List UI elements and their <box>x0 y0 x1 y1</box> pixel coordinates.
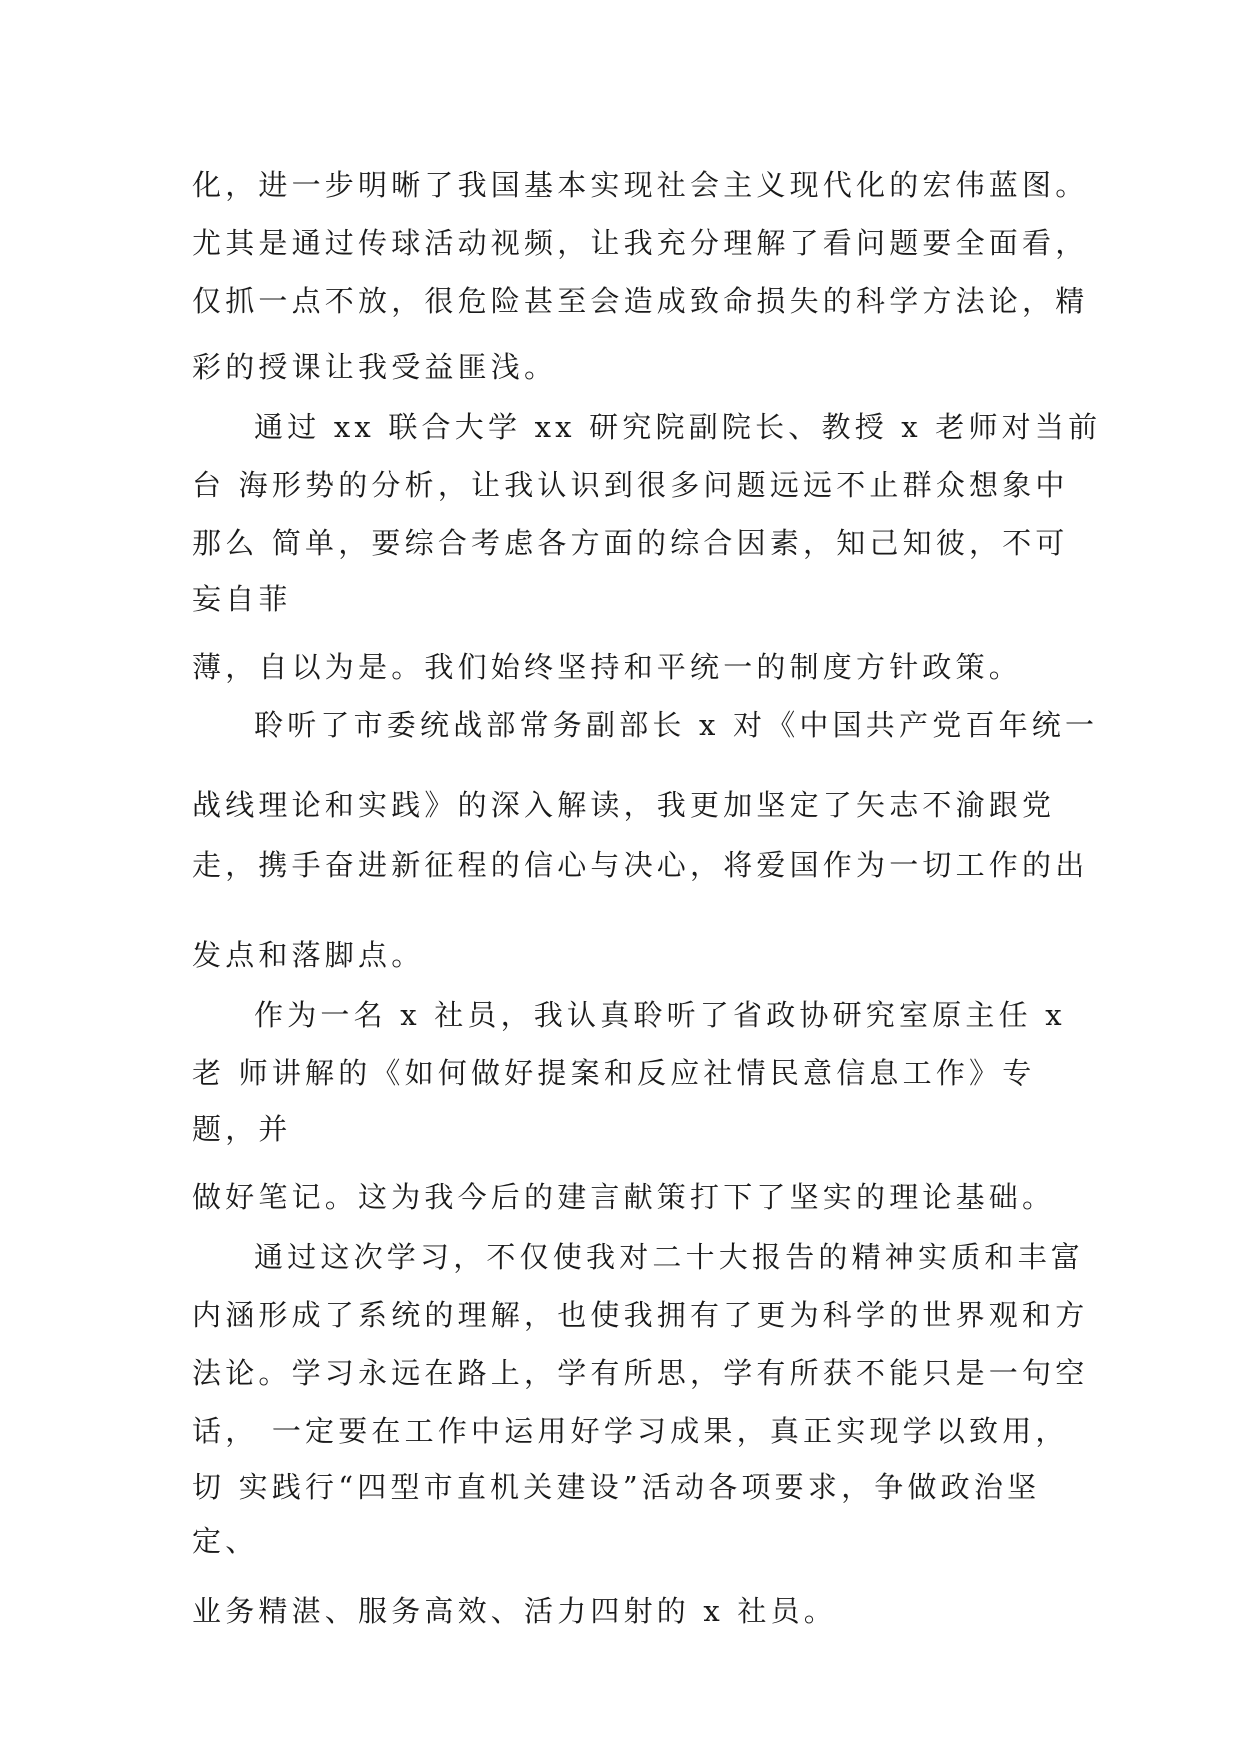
text-line: 妄自菲 <box>192 582 292 616</box>
text-line: 做好笔记。这为我今后的建言献策打下了坚实的理论基础。 <box>192 1180 1056 1214</box>
paragraph-start-line: 作为一名 x 社员，我认真聆听了省政协研究室原主任 x <box>254 998 1066 1032</box>
text-line: 尤其是通过传球活动视频，让我充分理解了看问题要全面看， <box>192 226 1089 260</box>
text-line: 题，并 <box>192 1112 292 1146</box>
text-line: 法论。学习永远在路上，学有所思，学有所获不能只是一句空 <box>192 1356 1089 1390</box>
text-line: 老 师讲解的《如何做好提案和反应社情民意信息工作》专 <box>192 1056 1036 1090</box>
text-line: 薄，自以为是。我们始终坚持和平统一的制度方针政策。 <box>192 650 1023 684</box>
paragraph-start-line: 通过 xx 联合大学 xx 研究院副院长、教授 x 老师对当前 <box>254 410 1102 444</box>
text-line: 内涵形成了系统的理解，也使我拥有了更为科学的世界观和方 <box>192 1298 1089 1332</box>
text-line: 发点和落脚点。 <box>192 938 425 972</box>
text-line: 那么 简单，要综合考虑各方面的综合因素，知己知彼，不可 <box>192 526 1069 560</box>
text-line: 彩的授课让我受益匪浅。 <box>192 350 558 384</box>
text-line: 走，携手奋进新征程的信心与决心，将爱国作为一切工作的出 <box>192 848 1089 882</box>
paragraph-start-line: 聆听了市委统战部常务副部长 x 对《中国共产党百年统一 <box>254 708 1099 742</box>
text-line: 业务精湛、服务高效、活力四射的 x 社员。 <box>192 1594 837 1628</box>
text-line: 仅抓一点不放，很危险甚至会造成致命损失的科学方法论，精 <box>192 284 1089 318</box>
text-line: 切 实践行“四型市直机关建设”活动各项要求，争做政治坚 <box>192 1470 1041 1504</box>
text-line: 战线理论和实践》的深入解读，我更加坚定了矢志不渝跟党 <box>192 788 1056 822</box>
text-line: 话， 一定要在工作中运用好学习成果，真正实现学以致用， <box>192 1414 1069 1448</box>
text-line: 定、 <box>192 1524 259 1558</box>
text-line: 化，进一步明晰了我国基本实现社会主义现代化的宏伟蓝图。 <box>192 168 1089 202</box>
text-line: 台 海形势的分析，让我认识到很多问题远远不止群众想象中 <box>192 468 1069 502</box>
paragraph-start-line: 通过这次学习，不仅使我对二十大报告的精神实质和丰富 <box>254 1240 1085 1274</box>
